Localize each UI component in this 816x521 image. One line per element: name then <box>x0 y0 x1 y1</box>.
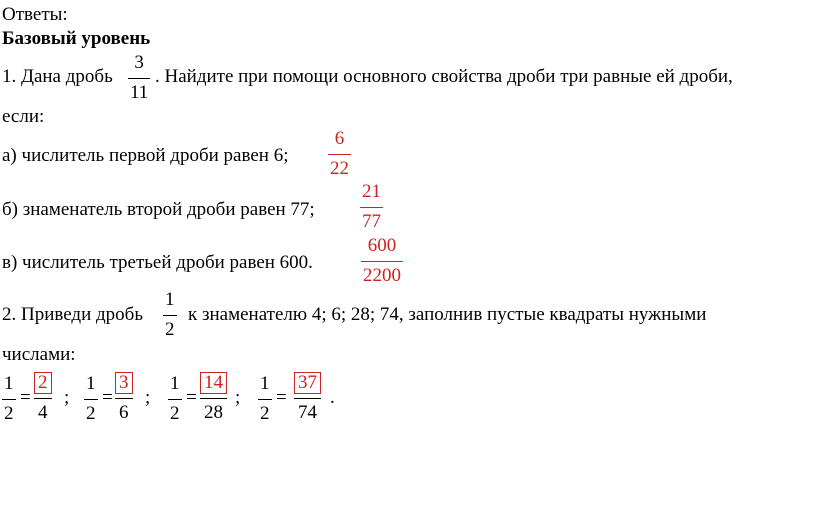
fraction-bar <box>163 315 177 316</box>
equation-2-left-fraction <box>84 373 98 425</box>
fraction-denominator: 11 <box>130 82 149 103</box>
task1-item-c-answer <box>361 235 403 287</box>
answer-box: 37 <box>294 372 321 394</box>
task1-given-fraction <box>128 52 150 104</box>
fraction-denominator: 77 <box>362 211 381 232</box>
equals-sign: = <box>276 387 287 408</box>
task1-item-a-answer <box>328 128 351 180</box>
fraction-denominator: 2 <box>170 403 180 424</box>
fraction-denominator: 28 <box>204 402 223 423</box>
equation-3-left-fraction <box>168 373 182 425</box>
fraction-bar <box>328 154 351 155</box>
task1-intro-before: 1. Дана дробь <box>2 66 113 87</box>
fraction-numerator: 1 <box>86 373 96 394</box>
fraction-denominator: 2 <box>86 403 96 424</box>
fraction-denominator: 2 <box>4 403 14 424</box>
fraction-bar <box>84 399 98 400</box>
separator: ; <box>145 387 151 408</box>
task1-item-a-text: а) числитель первой дроби равен 6; <box>2 145 289 166</box>
task2-intro-after: к знаменателю 4; 6; 28; 74, заполнив пустые квадраты нужными <box>188 304 707 325</box>
answer-box: 3 <box>115 372 133 394</box>
equation-4-left-fraction <box>258 373 272 425</box>
equals-sign: = <box>186 387 197 408</box>
fraction-bar <box>2 399 16 400</box>
fraction-bar <box>360 207 383 208</box>
answer-box: 14 <box>200 372 227 394</box>
equals-sign: = <box>20 387 31 408</box>
fraction-numerator: 1 <box>165 289 175 310</box>
task1-intro-after: . Найдите при помощи основного свойства дроби три равные ей дроби, <box>155 66 733 87</box>
task1-item-b-answer <box>360 181 383 233</box>
answer-box: 2 <box>34 372 52 394</box>
fraction-bar <box>115 398 133 399</box>
fraction-bar <box>34 398 52 399</box>
task1-intro-cont: если: <box>2 106 45 127</box>
task1-item-b-text: б) знаменатель второй дроби равен 77; <box>2 199 315 220</box>
equation-3-right-fraction <box>200 372 227 424</box>
fraction-denominator: 2200 <box>363 265 401 286</box>
fraction-denominator: 4 <box>38 402 48 423</box>
fraction-numerator: 21 <box>362 181 381 202</box>
task2-intro-before: 2. Приведи дробь <box>2 304 144 325</box>
task2-given-fraction <box>163 289 177 341</box>
fraction-denominator: 22 <box>330 158 349 179</box>
fraction-numerator: 1 <box>170 373 180 394</box>
fraction-bar <box>200 398 227 399</box>
fraction-numerator: 6 <box>334 128 345 149</box>
fraction-bar <box>168 399 182 400</box>
separator: ; <box>235 387 241 408</box>
fraction-numerator: 1 <box>260 373 270 394</box>
equation-4-right-fraction <box>294 372 321 424</box>
equals-sign: = <box>102 387 113 408</box>
equation-2-right-fraction <box>115 372 133 424</box>
level-heading: Базовый уровень <box>2 28 151 49</box>
fraction-bar <box>294 398 321 399</box>
separator: ; <box>64 387 70 408</box>
separator: . <box>330 387 335 408</box>
equation-1-right-fraction <box>34 372 52 424</box>
task1-item-c-text: в) числитель третьей дроби равен 600. <box>2 252 313 273</box>
equation-1-left-fraction <box>2 373 16 425</box>
fraction-numerator: 1 <box>4 373 14 394</box>
fraction-bar <box>128 78 150 79</box>
answers-heading: Ответы: <box>2 4 68 25</box>
fraction-denominator: 2 <box>165 319 175 340</box>
fraction-bar <box>361 261 403 262</box>
fraction-numerator: 3 <box>134 52 144 73</box>
fraction-numerator: 600 <box>367 235 397 256</box>
fraction-denominator: 6 <box>119 402 129 423</box>
fraction-denominator: 74 <box>298 402 317 423</box>
fraction-denominator: 2 <box>260 403 270 424</box>
task2-intro-cont: числами: <box>2 344 76 365</box>
fraction-bar <box>258 399 272 400</box>
